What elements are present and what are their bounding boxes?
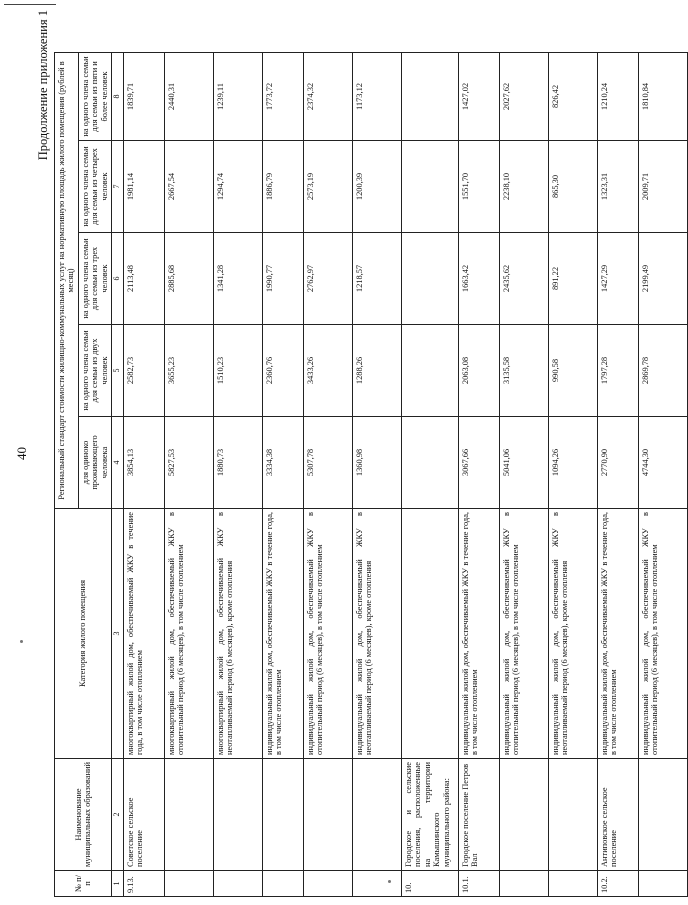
row-category: индивидуальный жилой дом, обеспечиваемый ЖКУ в течение года, в том числе отоплением bbox=[262, 509, 303, 759]
row-value: 2762,97 bbox=[303, 233, 352, 325]
row-value: 2770,90 bbox=[597, 417, 638, 509]
table-row bbox=[213, 53, 262, 897]
row-category: индивидуальный жилой дом, обеспечиваемый ЖКУ в неотапливаемый период (6 месяцев), кроме отопления bbox=[548, 509, 597, 759]
row-value: 1288,26 bbox=[352, 325, 401, 417]
table-row bbox=[401, 53, 458, 897]
header-standard-group: Региональный стандарт стоимости жилищно-коммунальных услуг на нормативную площадь жилого помещения (рублей в месяц) bbox=[55, 53, 79, 509]
header-row bbox=[55, 53, 79, 897]
row-value: 5307,78 bbox=[303, 417, 352, 509]
row-value: 2360,76 bbox=[262, 325, 303, 417]
table-row bbox=[638, 53, 687, 897]
subheader-single: для одиноко проживающего человека bbox=[78, 417, 111, 509]
row-value: 865,30 bbox=[548, 141, 597, 233]
row-no bbox=[352, 871, 401, 897]
row-value bbox=[401, 141, 458, 233]
table-row bbox=[123, 53, 164, 897]
row-category: многоквартирный жилой дом, обеспечиваемый ЖКУ в неотапливаемый период (6 месяцев), кроме отопления bbox=[213, 509, 262, 759]
row-value: 1663,42 bbox=[458, 233, 499, 325]
row-no bbox=[548, 871, 597, 897]
row-municipality bbox=[499, 759, 548, 871]
page-number: 40 bbox=[14, 447, 29, 460]
row-category: индивидуальный жилой дом, обеспечиваемый ЖКУ в отопительный период (6 месяцев), в том числе отоплением bbox=[303, 509, 352, 759]
row-category: индивидуальный жилой дом, обеспечиваемый ЖКУ в отопительный период (6 месяцев), в том числе отоплением bbox=[638, 509, 687, 759]
row-no bbox=[638, 871, 687, 897]
row-no: 10.2. bbox=[597, 871, 638, 897]
row-value bbox=[401, 233, 458, 325]
row-value: 2885,68 bbox=[164, 233, 213, 325]
row-municipality: Антиповское сельское поселение bbox=[597, 759, 638, 871]
index-cell: 5 bbox=[112, 325, 124, 417]
row-value: 2063,08 bbox=[458, 325, 499, 417]
header-no: № п/п bbox=[55, 871, 112, 897]
row-value: 1810,84 bbox=[638, 53, 687, 141]
row-value: 1173,12 bbox=[352, 53, 401, 141]
index-cell: 4 bbox=[112, 417, 124, 509]
row-value: 2440,31 bbox=[164, 53, 213, 141]
row-municipality: Советское сельское поселение bbox=[123, 759, 164, 871]
row-value: 3655,23 bbox=[164, 325, 213, 417]
row-category: индивидуальный жилой дом, обеспечиваемый ЖКУ в течение года, в том числе отоплением bbox=[458, 509, 499, 759]
index-row bbox=[112, 53, 124, 897]
row-value: 2199,49 bbox=[638, 233, 687, 325]
row-category: многоквартирный жилой дом, обеспечиваемый ЖКУ в отопительный период (6 месяцев), в том числе отоплением bbox=[164, 509, 213, 759]
subheader-four: на одного члена семьи для семьи из четырех человек bbox=[78, 141, 111, 233]
row-value: 2374,32 bbox=[303, 53, 352, 141]
row-value: 3334,38 bbox=[262, 417, 303, 509]
standards-table bbox=[54, 52, 688, 897]
subheader-two: на одного члена семьи для семьи из двух человек bbox=[78, 325, 111, 417]
row-value: 3135,58 bbox=[499, 325, 548, 417]
table-row bbox=[352, 53, 401, 897]
row-no bbox=[164, 871, 213, 897]
table-row bbox=[499, 53, 548, 897]
row-category: индивидуальный жилой дом, обеспечиваемый ЖКУ в неотапливаемый период (6 месяцев), кроме отопления bbox=[352, 509, 401, 759]
row-value: 2009,71 bbox=[638, 141, 687, 233]
row-no bbox=[262, 871, 303, 897]
subheader-three: на одного члена семьи для семьи из трех человек bbox=[78, 233, 111, 325]
row-municipality bbox=[352, 759, 401, 871]
row-municipality bbox=[262, 759, 303, 871]
row-municipality bbox=[164, 759, 213, 871]
row-value: 2582,73 bbox=[123, 325, 164, 417]
table-row bbox=[458, 53, 499, 897]
subheader-five: на одного члена семьи для семьи из пяти и более человек bbox=[78, 53, 111, 141]
row-value: 1218,57 bbox=[352, 233, 401, 325]
header-municipality: Наименование муниципальных образований bbox=[55, 759, 112, 871]
row-value: 2027,62 bbox=[499, 53, 548, 141]
row-category bbox=[401, 509, 458, 759]
row-municipality bbox=[303, 759, 352, 871]
row-municipality bbox=[548, 759, 597, 871]
row-value: 891,22 bbox=[548, 233, 597, 325]
row-value: 1427,29 bbox=[597, 233, 638, 325]
row-value: 2667,54 bbox=[164, 141, 213, 233]
row-value: 1839,71 bbox=[123, 53, 164, 141]
row-no: 10.1. bbox=[458, 871, 499, 897]
row-value: 5041,06 bbox=[499, 417, 548, 509]
table-row bbox=[303, 53, 352, 897]
index-cell: 8 bbox=[112, 53, 124, 141]
row-value: 1510,23 bbox=[213, 325, 262, 417]
row-value: 1427,02 bbox=[458, 53, 499, 141]
header-category: Категория жилого помещения bbox=[55, 509, 112, 759]
row-no: 9.13. bbox=[123, 871, 164, 897]
index-cell: 1 bbox=[112, 871, 124, 897]
row-value: 2869,78 bbox=[638, 325, 687, 417]
table-row bbox=[262, 53, 303, 897]
row-value: 1551,70 bbox=[458, 141, 499, 233]
row-value: 826,42 bbox=[548, 53, 597, 141]
row-value: 2435,62 bbox=[499, 233, 548, 325]
row-no bbox=[213, 871, 262, 897]
row-value: 1360,98 bbox=[352, 417, 401, 509]
row-value: 990,58 bbox=[548, 325, 597, 417]
row-municipality bbox=[638, 759, 687, 871]
row-municipality: Городское поселение Петров Вал bbox=[458, 759, 499, 871]
row-category: многоквартирный жилой дом, обеспечиваемый ЖКУ в течение года, в том числе отоплением bbox=[123, 509, 164, 759]
row-municipality bbox=[213, 759, 262, 871]
row-value: 1094,26 bbox=[548, 417, 597, 509]
row-municipality: Городское и сельские поселения, расположенные на территории Камышинского муниципального района: bbox=[401, 759, 458, 871]
row-value: 1880,73 bbox=[213, 417, 262, 509]
index-cell: 6 bbox=[112, 233, 124, 325]
row-value: 2113,48 bbox=[123, 233, 164, 325]
row-value: 1210,24 bbox=[597, 53, 638, 141]
row-value: 2238,10 bbox=[499, 141, 548, 233]
row-value bbox=[401, 325, 458, 417]
index-cell: 2 bbox=[112, 759, 124, 871]
row-value: 1323,31 bbox=[597, 141, 638, 233]
table-row bbox=[164, 53, 213, 897]
row-no bbox=[499, 871, 548, 897]
row-value: 3067,66 bbox=[458, 417, 499, 509]
row-value: 1341,28 bbox=[213, 233, 262, 325]
row-no: 10. bbox=[401, 871, 458, 897]
row-value: 1239,11 bbox=[213, 53, 262, 141]
row-value: 1200,39 bbox=[352, 141, 401, 233]
row-value: 2573,19 bbox=[303, 141, 352, 233]
row-category: индивидуальный жилой дом, обеспечиваемый ЖКУ в течение года, в том числе отоплением bbox=[597, 509, 638, 759]
row-value bbox=[401, 53, 458, 141]
row-value: 1981,14 bbox=[123, 141, 164, 233]
row-value: 1886,79 bbox=[262, 141, 303, 233]
index-cell: 3 bbox=[112, 509, 124, 759]
row-no bbox=[303, 871, 352, 897]
row-value bbox=[401, 417, 458, 509]
index-cell: 7 bbox=[112, 141, 124, 233]
row-value: 3854,13 bbox=[123, 417, 164, 509]
row-value: 1773,72 bbox=[262, 53, 303, 141]
table-row bbox=[597, 53, 638, 897]
continuation-label: Продолжение приложения 1 bbox=[36, 10, 50, 161]
row-category: индивидуальный жилой дом, обеспечиваемый ЖКУ в отопительный период (6 месяцев), в том числе отоплением bbox=[499, 509, 548, 759]
table-row bbox=[548, 53, 597, 897]
row-value: 5827,53 bbox=[164, 417, 213, 509]
row-value: 1990,77 bbox=[262, 233, 303, 325]
row-value: 1294,74 bbox=[213, 141, 262, 233]
row-value: 3433,26 bbox=[303, 325, 352, 417]
row-value: 1797,28 bbox=[597, 325, 638, 417]
row-value: 4744,30 bbox=[638, 417, 687, 509]
